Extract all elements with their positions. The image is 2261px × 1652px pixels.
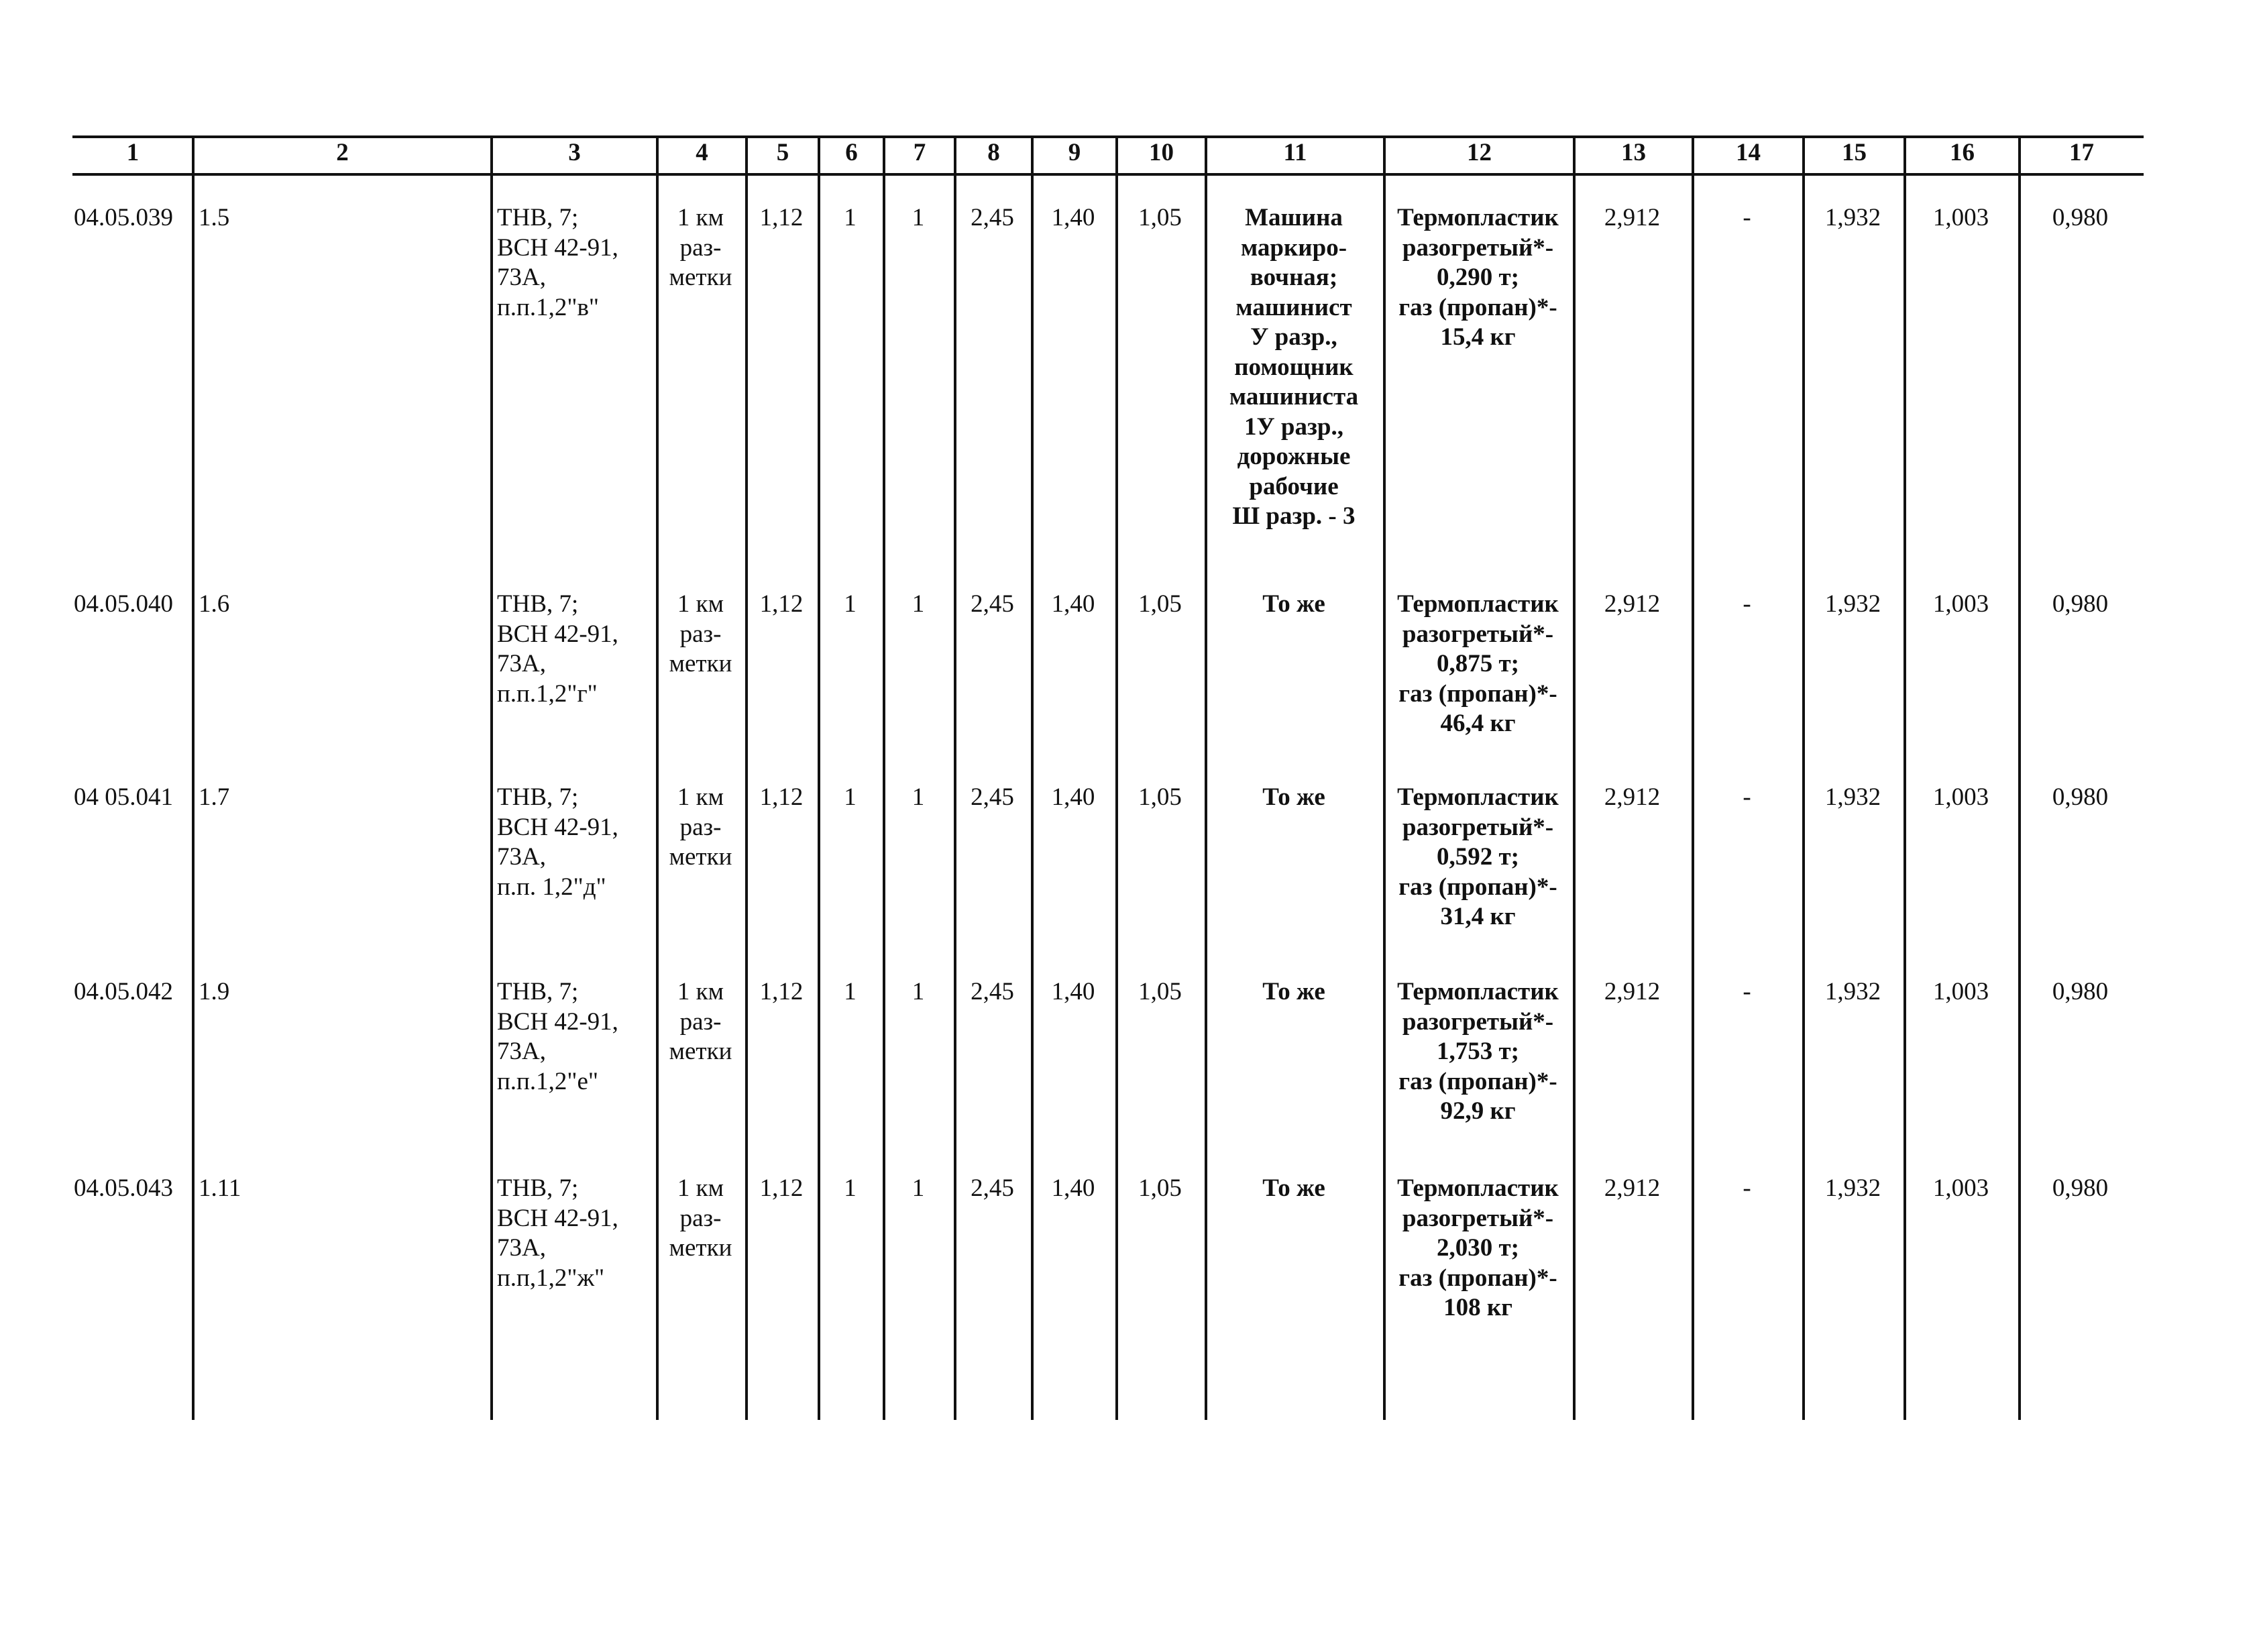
column-header-4: 4 xyxy=(696,139,708,166)
cell-materials: Термопластик разогретый*- 1,753 т; газ (пропан)*- 92,9 кг xyxy=(1397,978,1559,1125)
cell-c5: 1,12 xyxy=(759,204,804,231)
cell-c16: 1,003 xyxy=(1932,783,1989,811)
cell-materials: Термопластик разогретый*- 0,290 т; газ (пропан)*- 15,4 кг xyxy=(1397,204,1559,351)
cell-c9: 1,40 xyxy=(1051,204,1095,231)
cell-reference: ТНВ, 7; ВСН 42-91, 73А, п.п.1,2"е" xyxy=(497,978,618,1095)
cell-c13: 2,912 xyxy=(1604,590,1661,618)
column-header-13: 13 xyxy=(1621,139,1646,166)
column-header-1: 1 xyxy=(126,139,140,166)
cell-c16: 1,003 xyxy=(1932,978,1989,1005)
cell-item: 1.6 xyxy=(199,590,230,618)
cell-materials: Термопластик разогретый*- 0,875 т; газ (пропан)*- 46,4 кг xyxy=(1397,590,1559,737)
cell-machinery: То же xyxy=(1262,978,1325,1005)
cell-c6: 1 xyxy=(844,783,857,811)
cell-c8: 2,45 xyxy=(971,590,1014,618)
cell-code: 04 05.041 xyxy=(74,783,173,811)
cell-c6: 1 xyxy=(844,1174,857,1202)
cell-c13: 2,912 xyxy=(1604,204,1661,231)
cell-c6: 1 xyxy=(844,978,857,1005)
cell-c15: 1,932 xyxy=(1824,1174,1881,1202)
cell-code: 04.05.042 xyxy=(74,978,173,1005)
cell-code: 04.05.040 xyxy=(74,590,173,618)
cell-c15: 1,932 xyxy=(1824,783,1881,811)
column-header-11: 11 xyxy=(1283,139,1307,166)
cell-c15: 1,932 xyxy=(1824,590,1881,618)
cell-c13: 2,912 xyxy=(1604,783,1661,811)
column-header-5: 5 xyxy=(776,139,789,166)
column-header-6: 6 xyxy=(845,139,858,166)
cell-c7: 1 xyxy=(912,1174,925,1202)
cell-reference: ТНВ, 7; ВСН 42-91, 73А, п.п.1,2"в" xyxy=(497,204,618,321)
column-header-15: 15 xyxy=(1842,139,1867,166)
cell-c5: 1,12 xyxy=(759,783,804,811)
cell-unit: 1 км раз- метки xyxy=(669,978,732,1065)
cell-c10: 1,05 xyxy=(1138,590,1182,618)
cell-c17: 0,980 xyxy=(2052,1174,2109,1202)
cell-c8: 2,45 xyxy=(971,204,1014,231)
cell-c17: 0,980 xyxy=(2052,590,2109,618)
cell-c14: - xyxy=(1743,204,1751,231)
cell-c14: - xyxy=(1743,783,1751,811)
cell-unit: 1 км раз- метки xyxy=(669,204,732,291)
cell-c14: - xyxy=(1743,590,1751,618)
cell-c9: 1,40 xyxy=(1051,978,1095,1005)
cell-c6: 1 xyxy=(844,590,857,618)
cell-c7: 1 xyxy=(912,590,925,618)
cell-reference: ТНВ, 7; ВСН 42-91, 73А, п.п.1,2"г" xyxy=(497,590,618,708)
cell-c13: 2,912 xyxy=(1604,1174,1661,1202)
column-header-2: 2 xyxy=(336,139,349,166)
cell-materials: Термопластик разогретый*- 2,030 т; газ (пропан)*- 108 кг xyxy=(1397,1174,1559,1321)
cell-c7: 1 xyxy=(912,978,925,1005)
cell-c5: 1,12 xyxy=(759,590,804,618)
column-header-7: 7 xyxy=(913,139,926,166)
cell-unit: 1 км раз- метки xyxy=(669,590,732,677)
cell-c8: 2,45 xyxy=(971,978,1014,1005)
cell-c14: - xyxy=(1743,1174,1751,1202)
cell-item: 1.5 xyxy=(199,204,230,231)
cell-machinery: То же xyxy=(1262,590,1325,618)
column-header-8: 8 xyxy=(987,139,1000,166)
cell-c8: 2,45 xyxy=(971,783,1014,811)
cell-c5: 1,12 xyxy=(759,1174,804,1202)
cell-c10: 1,05 xyxy=(1138,978,1182,1005)
cell-c7: 1 xyxy=(912,783,925,811)
cell-c16: 1,003 xyxy=(1932,204,1989,231)
cell-machinery: То же xyxy=(1262,1174,1325,1202)
cell-item: 1.11 xyxy=(199,1174,241,1202)
cell-c8: 2,45 xyxy=(971,1174,1014,1202)
cell-unit: 1 км раз- метки xyxy=(669,783,732,871)
table-rules xyxy=(72,134,2144,1425)
cell-reference: ТНВ, 7; ВСН 42-91, 73А, п.п. 1,2"д" xyxy=(497,783,618,901)
column-header-3: 3 xyxy=(568,139,581,166)
cell-materials: Термопластик разогретый*- 0,592 т; газ (пропан)*- 31,4 кг xyxy=(1397,783,1559,930)
cell-c15: 1,932 xyxy=(1824,204,1881,231)
cell-item: 1.7 xyxy=(199,783,230,811)
column-header-10: 10 xyxy=(1149,139,1174,166)
column-header-12: 12 xyxy=(1467,139,1492,166)
cell-c5: 1,12 xyxy=(759,978,804,1005)
cell-c14: - xyxy=(1743,978,1751,1005)
cell-c17: 0,980 xyxy=(2052,783,2109,811)
cell-c17: 0,980 xyxy=(2052,978,2109,1005)
cell-machinery: Машина маркиро- вочная; машинист У разр., помощник машиниста 1У разр., дорожные рабочие Ш разр. - 3 xyxy=(1229,204,1359,530)
cell-c15: 1,932 xyxy=(1824,978,1881,1005)
column-header-17: 17 xyxy=(2069,139,2094,166)
column-header-14: 14 xyxy=(1736,139,1761,166)
cell-c10: 1,05 xyxy=(1138,1174,1182,1202)
cell-code: 04.05.043 xyxy=(74,1174,173,1202)
cell-c17: 0,980 xyxy=(2052,204,2109,231)
cell-c13: 2,912 xyxy=(1604,978,1661,1005)
cell-c7: 1 xyxy=(912,204,925,231)
cell-c9: 1,40 xyxy=(1051,590,1095,618)
cell-item: 1.9 xyxy=(199,978,230,1005)
column-header-9: 9 xyxy=(1068,139,1081,166)
cell-unit: 1 км раз- метки xyxy=(669,1174,732,1262)
cell-reference: ТНВ, 7; ВСН 42-91, 73А, п.п,1,2"ж" xyxy=(497,1174,618,1292)
cell-c16: 1,003 xyxy=(1932,1174,1989,1202)
cell-machinery: То же xyxy=(1262,783,1325,811)
cell-c16: 1,003 xyxy=(1932,590,1989,618)
cell-c10: 1,05 xyxy=(1138,783,1182,811)
cell-code: 04.05.039 xyxy=(74,204,173,231)
cell-c9: 1,40 xyxy=(1051,783,1095,811)
cell-c9: 1,40 xyxy=(1051,1174,1095,1202)
cell-c6: 1 xyxy=(844,204,857,231)
column-header-16: 16 xyxy=(1950,139,1975,166)
cell-c10: 1,05 xyxy=(1138,204,1182,231)
